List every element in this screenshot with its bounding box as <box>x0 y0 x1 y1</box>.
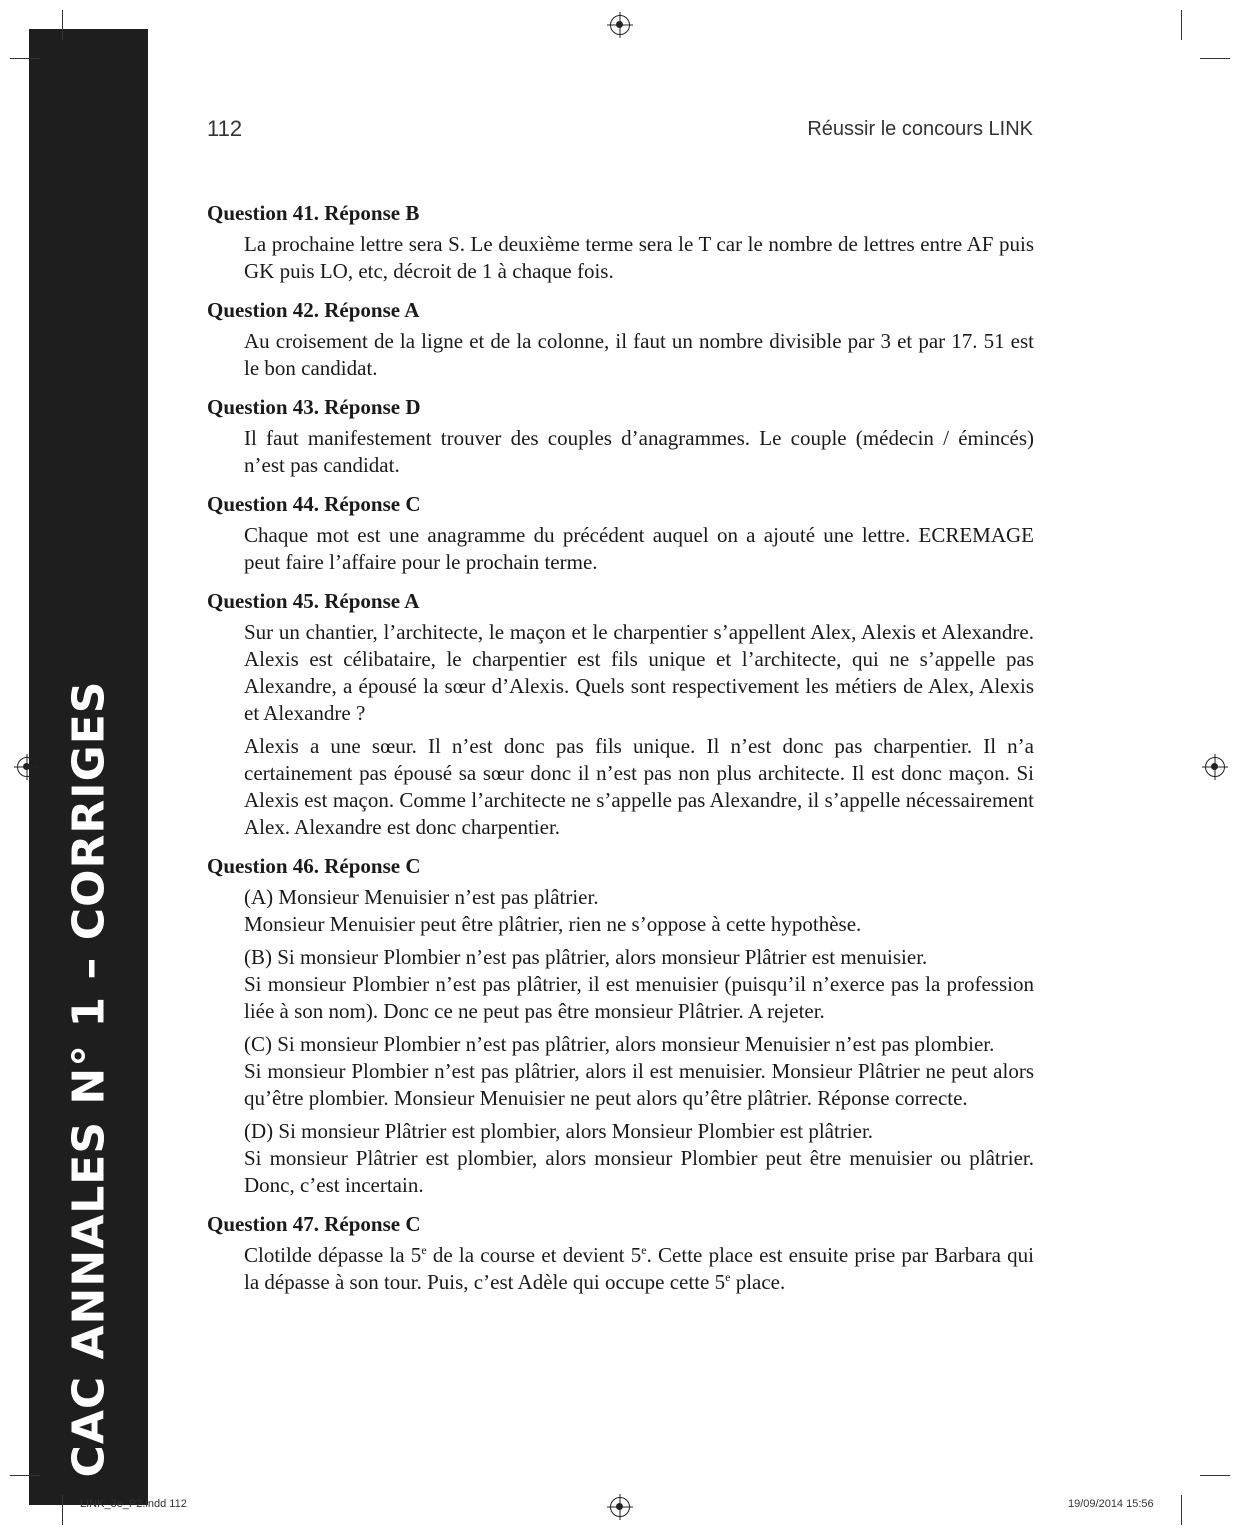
answer-block <box>244 1031 1034 1112</box>
side-title-wrap <box>29 29 148 1505</box>
crop-mark <box>62 1495 63 1525</box>
answer-paragraph: Au croisement de la ligne et de la colonne, il faut un nombre divisible par 3 et par 17. 51 est le bon candidat. <box>244 329 1034 380</box>
text-run: Clotilde dépasse la 5 <box>244 1243 422 1267</box>
answer-block <box>244 1118 1034 1199</box>
answer-block <box>244 884 1034 938</box>
question-47 <box>207 1211 1034 1296</box>
page-number: 112 <box>207 116 243 141</box>
text-run: place. <box>730 1270 786 1294</box>
answer-block <box>244 944 1034 1025</box>
option-statement: (C) Si monsieur Plombier n’est pas plâtrier, alors monsieur Menuisier n’est pas plombier. <box>244 1032 995 1056</box>
question-heading: Question 43. Réponse D <box>207 395 421 419</box>
registration-mark-icon <box>17 757 37 777</box>
question-45 <box>207 588 1034 841</box>
question-41 <box>207 200 1034 285</box>
text-run: . Cette place est ensuite prise par Barbara qui la dépasse à son tour. Puis, c’est Adèle qui occupe cette 5 <box>244 1243 1034 1294</box>
side-title: CAC ANNALES N° 1 – CORRIGES <box>63 680 115 1478</box>
answer-paragraph: Sur un chantier, l’architecte, le maçon et le charpentier s’appellent Alex, Alexis et Alexandre. Alexis est célibataire, le charpentier est fils unique et l’architecte, qui ne s’appelle pas Alexandre, a épousé la sœur d’Alexis. Quels sont respectivement les métiers de Alex, Alexis et Alexandre ? <box>244 620 1034 725</box>
question-42 <box>207 297 1034 382</box>
question-heading: Question 44. Réponse C <box>207 492 421 516</box>
answer-paragraph: La prochaine lettre sera S. Le deuxième terme sera le T car le nombre de lettres entre AF puis GK puis LO, etc, décroit de 1 à chaque fois. <box>244 232 1034 283</box>
crop-mark <box>62 10 63 40</box>
superscript: e <box>725 1270 731 1284</box>
crop-mark <box>10 1475 40 1476</box>
question-46 <box>207 853 1034 1199</box>
crop-mark <box>1200 58 1230 59</box>
crop-mark <box>10 58 40 59</box>
question-heading: Question 41. Réponse B <box>207 201 420 225</box>
question-heading: Question 45. Réponse A <box>207 589 420 613</box>
option-explanation: Si monsieur Plombier n’est pas plâtrier, il est menuisier (puisqu’il n’exerce pas la profession liée à son nom). Donc ce ne peut pas être monsieur Plâtrier. A rejeter. <box>244 972 1034 1023</box>
question-heading: Question 42. Réponse A <box>207 298 420 322</box>
question-heading: Question 47. Réponse C <box>207 1212 421 1236</box>
answer-paragraph <box>244 1242 1034 1296</box>
crop-mark <box>1200 1475 1230 1476</box>
superscript: e <box>421 1243 427 1257</box>
registration-mark-icon <box>610 15 630 35</box>
question-43 <box>207 394 1034 479</box>
running-title: Réussir le concours LINK <box>807 118 1033 140</box>
registration-mark-icon <box>1205 757 1225 777</box>
option-statement: (B) Si monsieur Plombier n’est pas plâtrier, alors monsieur Plâtrier est menuisier. <box>244 945 928 969</box>
answer-paragraph: Il faut manifestement trouver des couples d’anagrammes. Le couple (médecin / émincés) n’est pas candidat. <box>244 426 1034 477</box>
text-run: de la course et devient 5 <box>426 1243 642 1267</box>
answer-paragraph: Chaque mot est une anagramme du précédent auquel on a ajouté une lettre. ECREMAGE peut faire l’affaire pour le prochain terme. <box>244 523 1034 574</box>
side-band <box>29 29 148 1505</box>
footer-date: 19/09/2014 15:56 <box>1068 1498 1154 1510</box>
answer-paragraph: Alexis a une sœur. Il n’est donc pas fils unique. Il n’est donc pas charpentier. Il n’a certainement pas épousé sa sœur donc il n’est pas non plus architecte. Il est donc maçon. Si Alexis est maçon. Comme l’architecte ne s’appelle pas Alexandre, il s’appelle nécessairement Alex. Alexandre est donc charpentier. <box>244 734 1034 839</box>
option-explanation: Monsieur Menuisier peut être plâtrier, rien ne s’oppose à cette hypothèse. <box>244 912 862 936</box>
registration-mark-icon <box>610 1497 630 1517</box>
option-explanation: Si monsieur Plâtrier est plombier, alors monsieur Plombier peut être menuisier ou plâtrier. Donc, c’est incertain. <box>244 1146 1034 1197</box>
question-44 <box>207 491 1034 576</box>
option-statement: (A) Monsieur Menuisier n’est pas plâtrier. <box>244 885 599 909</box>
answers-section <box>207 200 1034 1308</box>
footer-file: LINK_3e_P2.indd 112 <box>80 1498 187 1510</box>
crop-mark <box>1181 10 1182 40</box>
question-heading: Question 46. Réponse C <box>207 854 421 878</box>
option-explanation: Si monsieur Plombier n’est pas plâtrier, alors il est menuisier. Monsieur Plâtrier ne peut alors qu’être plombier. Monsieur Menuisier ne peut alors qu’être plâtrier. Réponse correcte. <box>244 1059 1034 1110</box>
crop-mark <box>1181 1495 1182 1525</box>
option-statement: (D) Si monsieur Plâtrier est plombier, alors Monsieur Plombier est plâtrier. <box>244 1119 874 1143</box>
superscript: e <box>641 1243 647 1257</box>
